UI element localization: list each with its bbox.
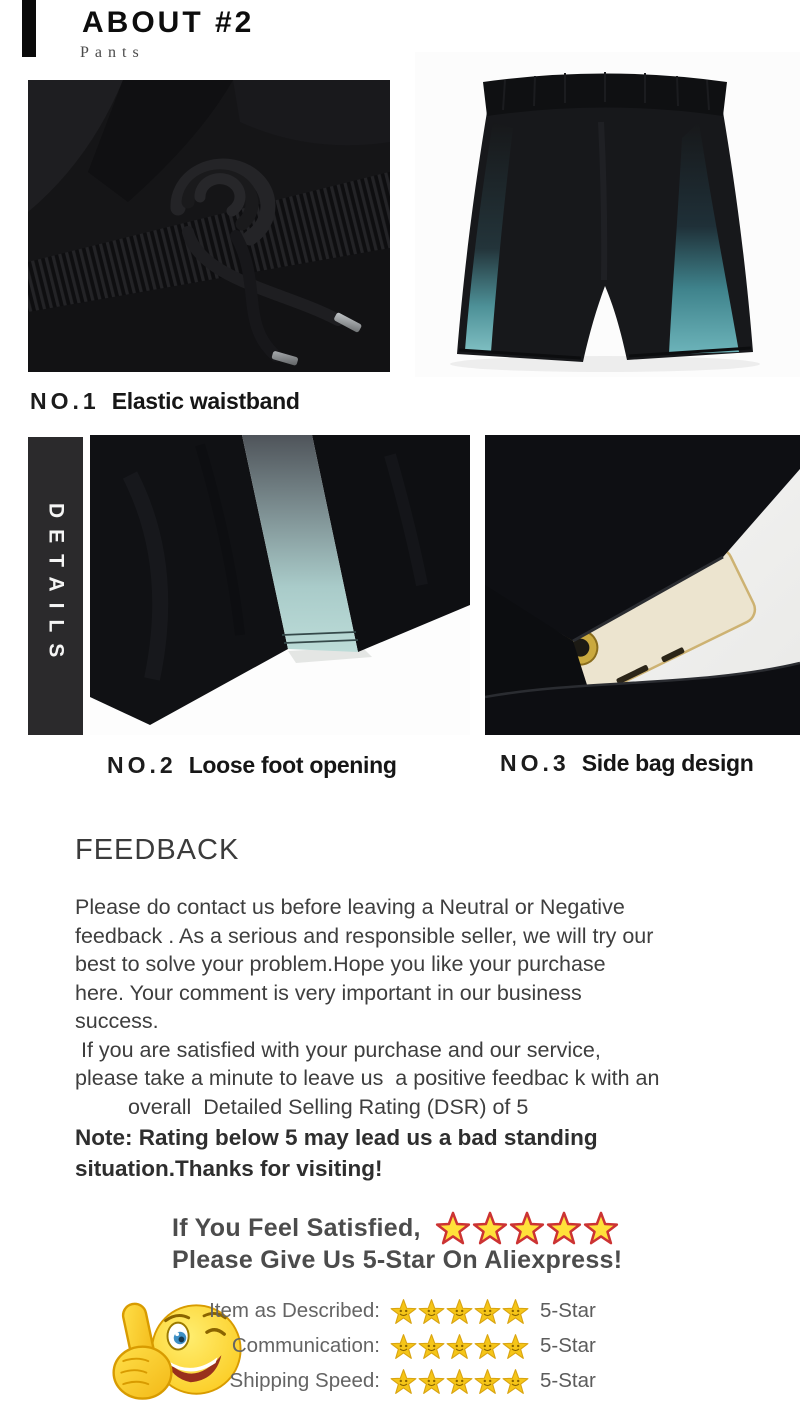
rating-label: Communication: bbox=[231, 1334, 380, 1357]
smiley-star-icon bbox=[390, 1298, 417, 1325]
no1-text: Elastic waistband bbox=[111, 388, 300, 414]
satisfaction-line1 bbox=[172, 1210, 620, 1246]
rating-stars bbox=[390, 1298, 530, 1325]
smiley-star-icon bbox=[418, 1333, 445, 1360]
smiley-star-icon bbox=[474, 1368, 501, 1395]
satisfaction-stars bbox=[435, 1210, 620, 1246]
smiley-star-icon bbox=[502, 1298, 529, 1325]
rating-label: Shipping Speed: bbox=[229, 1369, 380, 1392]
star-icon bbox=[472, 1210, 508, 1246]
shorts-illustration bbox=[415, 52, 800, 377]
side-pocket-illustration bbox=[485, 435, 800, 735]
no2-text: Loose foot opening bbox=[188, 752, 397, 778]
feedback-note-line: situation.Thanks for visiting! bbox=[75, 1156, 383, 1181]
star-icon bbox=[435, 1210, 471, 1246]
rating-row bbox=[100, 1366, 596, 1396]
feedback-line: feedback . As a serious and responsible seller, we will try our bbox=[75, 923, 654, 948]
smiley-star-icon bbox=[390, 1368, 417, 1395]
no2-number: NO.2 bbox=[107, 752, 177, 778]
smiley-star-icon bbox=[446, 1368, 473, 1395]
smiley-star-icon bbox=[502, 1333, 529, 1360]
shorts-photo bbox=[415, 52, 800, 377]
rating-row bbox=[100, 1296, 596, 1326]
feedback-line: Please do contact us before leaving a Neutral or Negative bbox=[75, 895, 625, 919]
waistband-photo bbox=[28, 80, 390, 372]
details-banner-text: DETAILS bbox=[44, 503, 68, 669]
satisfaction-text1: If You Feel Satisfied, bbox=[172, 1213, 421, 1242]
feedback-line: If you are satisfied with your purchase and our service, bbox=[75, 1037, 601, 1062]
star-icon bbox=[546, 1210, 582, 1246]
rating-label: Item as Described: bbox=[209, 1299, 380, 1322]
header-accent-bar bbox=[22, 0, 36, 57]
smiley-star-icon bbox=[474, 1298, 501, 1325]
no3-number: NO.3 bbox=[500, 750, 570, 776]
smiley-star-icon bbox=[418, 1368, 445, 1395]
feedback-line: best to solve your problem.Hope you like your purchase bbox=[75, 952, 606, 976]
feedback-line: success. bbox=[75, 1009, 159, 1033]
rating-row bbox=[100, 1331, 596, 1361]
star-icon bbox=[509, 1210, 545, 1246]
foot-opening-photo bbox=[90, 435, 470, 735]
feedback-line: here. Your comment is very important in our business bbox=[75, 980, 582, 1005]
rating-value: 5-Star bbox=[540, 1334, 596, 1357]
feedback-paragraph bbox=[75, 893, 755, 1121]
smiley-star-icon bbox=[446, 1298, 473, 1325]
rating-stars bbox=[390, 1333, 530, 1360]
feedback-heading: FEEDBACK bbox=[75, 834, 240, 866]
page-title: ABOUT #2 bbox=[82, 6, 255, 39]
feedback-note-line: Note: Rating below 5 may lead us a bad standing bbox=[75, 1125, 598, 1150]
feedback-line: overall Detailed Selling Rating (DSR) of 5 bbox=[128, 1094, 529, 1119]
smiley-star-icon bbox=[418, 1298, 445, 1325]
feedback-note bbox=[75, 1122, 755, 1184]
details-banner bbox=[28, 437, 83, 735]
satisfaction-line2: Please Give Us 5-Star On Aliexpress! bbox=[172, 1246, 623, 1274]
star-icon bbox=[583, 1210, 619, 1246]
feature-label-no3 bbox=[500, 750, 754, 777]
foot-opening-illustration bbox=[90, 435, 470, 735]
side-pocket-photo bbox=[485, 435, 800, 735]
no1-number: NO.1 bbox=[30, 388, 100, 414]
rating-stars bbox=[390, 1368, 530, 1395]
feature-label-no2 bbox=[107, 752, 397, 779]
feedback-line: please take a minute to leave us a positive feedbac k with an bbox=[75, 1066, 660, 1090]
page-subtitle: Pants bbox=[80, 44, 145, 61]
smiley-star-icon bbox=[390, 1333, 417, 1360]
rating-value: 5-Star bbox=[540, 1299, 596, 1322]
rating-value: 5-Star bbox=[540, 1369, 596, 1392]
no3-text: Side bag design bbox=[581, 750, 754, 776]
drawstring-illustration bbox=[28, 80, 390, 372]
smiley-star-icon bbox=[446, 1333, 473, 1360]
smiley-star-icon bbox=[474, 1333, 501, 1360]
smiley-star-icon bbox=[502, 1368, 529, 1395]
feature-label-no1 bbox=[30, 388, 300, 415]
